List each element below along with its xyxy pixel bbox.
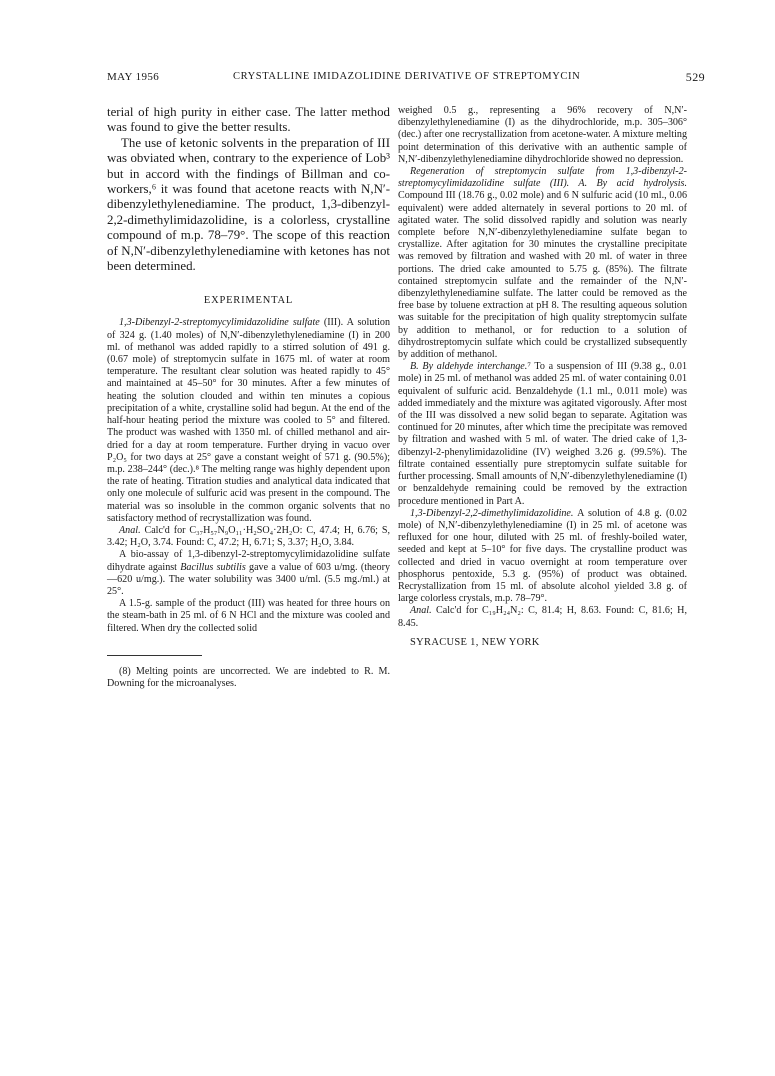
organism-name: Bacillus subtilis (180, 561, 246, 573)
paragraph-dimethylimidazolidine (398, 508, 687, 606)
author-location: SYRACUSE 1, NEW YORK (410, 636, 540, 648)
footnote-8: (8) Melting points are uncorrected. We are indebted to R. M. Downing for the microanalyses. (107, 665, 390, 689)
paragraph-text: A solution of 4.8 g. (0.02 mole) of N,N′-dibenzylethylenediamine (I) in 25 ml. of acetone was refluxed for one hour, diluted with 25 ml. of freshly-boiled water, seeded and kept at 5–10° for five days. The crystalline product was collected and dried in vacuo overnight at room temperature over phosphorus pentoxide, 5.3 g. (95%) of product was obtained. Recrystallization from 15 ml. of absolute alcohol yielded 3.8 g. of large colorless crystals, m.p. 78–79°. (398, 507, 687, 605)
issue-date: MAY 1956 (107, 71, 160, 83)
paragraph-text: Compound III (18.76 g., 0.02 mole) and 6 N sulfuric acid (10 ml., 0.06 equivalent) were added alternately in several portions to 20 ml. of agitated water. The solid dissolved rapidly and solution was nearly complete before N,N′-dibenzylethylenediamine sulfate began to crystallize. After agitation for 30 minutes the crystalline precipitate was removed by filtration and washed with 20 ml. of water in three portions. The dried cake amounted to 5.75 g. (85%). The filtrate contained streptomycin sulfate and the remainder of the N,N′-dibenzylethylenediamine sulfate. The latter could be removed as the free base by toluene extraction at pH 8. The resulting aqueous solution was suitable for the precipitation of high quality streptomycin sulfate by addition to methanol, or for reduction to a solution of dihydrostreptomycin sulfate which could be crystallized subsequently by addition of methanol. (398, 190, 687, 361)
left-column (107, 105, 390, 690)
paragraph-run-in-title: Regeneration of streptomycin sulfate from 1,3-dibenzyl-2-streptomycylimidazolidine sulfate (III). A. By acid hydrolysis. (398, 166, 687, 190)
paragraph-recovery: weighed 0.5 g., representing a 96% recovery of N,N′-dibenzylethylenediamine (I) as the dihydrochloride, m.p. 305–306° (dec.) after one recrystallization from acetone-water. A mixture melting point determination of this derivative with an authentic sample of N,N′-dibenzylethylenediamine dihydrochloride showed no depression. (398, 105, 687, 165)
paragraph-bioassay (107, 549, 390, 598)
page-number: 529 (685, 70, 705, 84)
analysis-label: Anal. (119, 524, 141, 536)
paragraph-run-in-title: 1,3-Dibenzyl-2,2-dimethylimidazolidine. (410, 507, 574, 519)
analysis-label: Anal. (410, 605, 432, 617)
paragraph-hydrolysis-sample: A 1.5-g. sample of the product (III) was heated for three hours on the steam-bath in 25 ml. of 6 N HCl and the mixture was cooled and filtered. When dry the collected solid (107, 598, 390, 634)
paragraph-text: gave a value of 603 u/mg. (theory—620 u/mg.). The water solubility was 3400 u/ml. (5.5 mg./ml.) at 25°. (107, 561, 390, 597)
paragraph-text: Calc'd for C₃₇H₅₇N₉O₁₁·H₂SO₄·2H₂O: C, 47.4; H, 6.76; S, 3.42; H₂O, 3.74. Found: C, 47.2; H, 6.71; S, 3.37; H₂O, 3.84. (107, 524, 390, 549)
paragraph-regeneration-b (398, 361, 687, 507)
paragraph-preparation-iii (107, 317, 390, 524)
paragraph-analysis-dimethyl (398, 605, 687, 629)
paragraph-text: (III). A solution of 324 g. (1.40 moles) of N,N′-dibenzylethylenediamine (I) in 200 ml. of methanol was added rapidly to a stirred solution of 491 g. (0.67 mole) of streptomycin sulfate in 1675 ml. of water at room temperature. The resultant clear solution was heated rapidly to 45° and maintained at 45–50° for 30 minutes. After a few minutes of heating the solution clouded and within ten minutes a copious precipitation of a white, crystalline solid had begun. At the end of the half-hour heating period the mixture was cooled to 5° and filtered. The product was washed with 1350 ml. of chilled methanol and air-dried for a day at room temperature. Further drying in vacuo over P₂O₅ for two days at 25° gave a constant weight of 571 g. (90.5%); m.p. 238–244° (dec.).⁸ The melting range was highly dependent upon the rate of heating. Titration studies and analytical data indicated that only one molecule of sulfuric acid was present in the compound. The material was so insoluble in the common organic solvents that no satisfactory method of recrystallization was found. (107, 317, 390, 524)
paragraph-run-in-title: 1,3-Dibenzyl-2-streptomycylimidazolidine sulfate (119, 317, 320, 329)
running-title: CRYSTALLINE IMIDAZOLIDINE DERIVATIVE OF STREPTOMYCIN (233, 71, 581, 82)
paragraph-analysis-iii (107, 525, 390, 549)
paragraph-text: A bio-assay of 1,3-dibenzyl-2-streptomycylimidazolidine sulfate dihydrate against (107, 549, 390, 573)
paragraph-text: ⁷ To a suspension of III (9.38 g., 0.01 mole) in 25 ml. of methanol was added 25 ml. of water containing 0.01 equivalent of sulfuric acid. Benzaldehyde (1.1 ml., 0.011 mole) was added immediately and the mixture was agitated vigorously. After most of the III was dissolved a new solid began to separate. Agitation was continued for 20 minutes, after which time the precipitate was removed by filtration and washed with 5 ml. of water. The dried cake of 1,3-dibenzyl-2-phenylimidazolidine (IV) weighed 3.26 g. (99.5%). The filtrate contained essentially pure streptomycin sulfate suitable for further processing. Small amounts of N,N′-dibenzylethylenediamine (I) or benzaldehyde remaining could be removed by the extraction procedure mentioned in Part A. (398, 361, 688, 507)
paragraph-regeneration-a (398, 166, 687, 361)
paragraph-run-in-title: B. By aldehyde interchange. (410, 361, 528, 373)
right-column (398, 105, 687, 648)
paragraph-text: Calc'd for C₁₉H₂₄N₂: C, 81.4; H, 8.63. Found: C, 81.6; H, 8.45. (398, 605, 687, 629)
footnote-divider (107, 655, 202, 656)
running-head (107, 71, 705, 87)
paragraph-ketonic-solvents: The use of ketonic solvents in the preparation of III was obviated when, contrary to the experience of Lob³ but in accord with the findings of Billman and co-workers,⁶ it was found that acetone reacts with N,N′-dibenzylethylenediamine. The product, 1,3-dibenzyl-2,2-dimethylimidazolidine, is a colorless, crystalline compound of m.p. 78–79°. The scope of this reaction of N,N′-dibenzylethylenediamine with ketones has not been determined. (107, 135, 390, 274)
section-title-experimental: EXPERIMENTAL (203, 295, 294, 307)
paragraph-continuation: terial of high purity in either case. The latter method was found to give the better results. (107, 105, 390, 135)
